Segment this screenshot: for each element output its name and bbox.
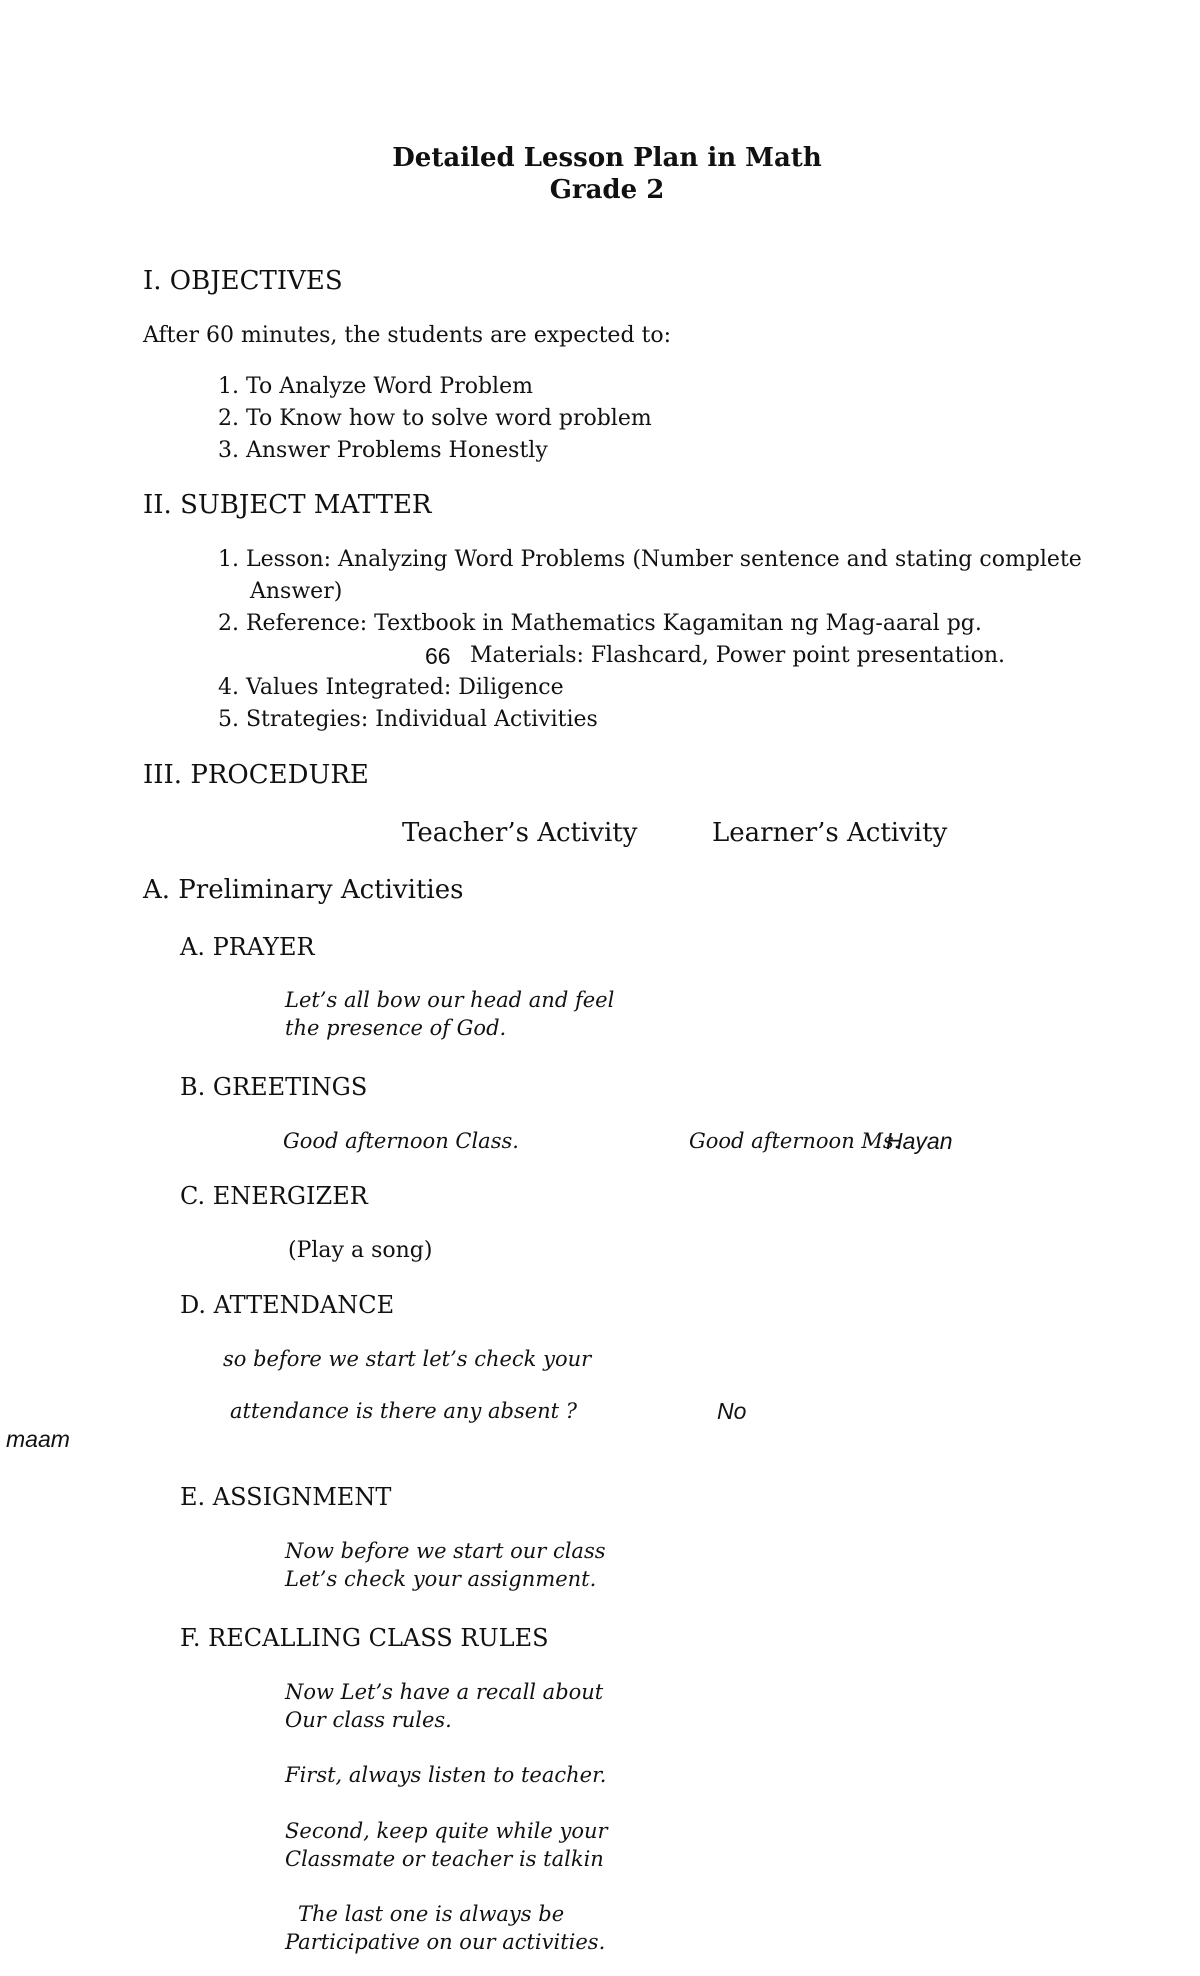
attendance-learner-cont: maam [6, 1426, 70, 1452]
greetings-learner: Good afternoon Ms. [689, 1129, 901, 1153]
document-grade: Grade 2 [549, 175, 665, 205]
class-rules-heading: F. RECALLING CLASS RULES [180, 1624, 549, 1652]
learner-activity-header: Learner’s Activity [712, 818, 948, 848]
attendance-teacher-cont: attendance is there any absent ? [230, 1399, 578, 1423]
preliminary-heading: A. Preliminary Activities [143, 875, 464, 905]
energizer-teacher: (Play a song) [288, 1238, 433, 1263]
greetings-teacher: Good afternoon Class. [283, 1129, 519, 1153]
assignment-text: Now before we start our class [285, 1539, 606, 1563]
procedure-heading: III. PROCEDURE [143, 760, 369, 790]
assignment-heading: E. ASSIGNMENT [180, 1483, 392, 1511]
objective-item: 1. To Analyze Word Problem [218, 374, 533, 399]
subject-lesson: 1. Lesson: Analyzing Word Problems (Number sentence and stating complete [218, 547, 1082, 572]
class-rules-intro: Now Let’s have a recall about [285, 1680, 604, 1704]
objective-item: 3. Answer Problems Honestly [218, 438, 548, 463]
class-rule-first: First, always listen to teacher. [285, 1763, 607, 1787]
objectives-intro: After 60 minutes, the students are expected to: [143, 323, 672, 348]
class-rule-second-cont: Classmate or teacher is talkin [285, 1847, 604, 1871]
attendance-heading: D. ATTENDANCE [180, 1291, 395, 1319]
prayer-heading: A. PRAYER [180, 933, 315, 961]
greetings-learner-name: Hayan [886, 1128, 953, 1154]
subject-matter-heading: II. SUBJECT MATTER [143, 490, 432, 520]
subject-lesson-cont: Answer) [250, 579, 343, 604]
subject-materials: Materials: Flashcard, Power point presentation. [470, 643, 1006, 668]
teacher-activity-header: Teacher’s Activity [402, 818, 638, 848]
subject-values: 4. Values Integrated: Diligence [218, 675, 564, 700]
energizer-heading: C. ENERGIZER [180, 1182, 368, 1210]
objectives-heading: I. OBJECTIVES [143, 266, 343, 296]
class-rule-last-cont: Participative on our activities. [285, 1930, 606, 1954]
attendance-teacher: so before we start let’s check your [223, 1347, 592, 1371]
subject-strategies: 5. Strategies: Individual Activities [218, 707, 598, 732]
assignment-text-cont: Let’s check your assignment. [285, 1567, 597, 1591]
attendance-learner: No [717, 1398, 747, 1424]
prayer-text-cont: the presence of God. [285, 1016, 507, 1040]
class-rules-intro-cont: Our class rules. [285, 1708, 452, 1732]
objective-item: 2. To Know how to solve word problem [218, 406, 652, 431]
subject-page-number: 66 [425, 643, 451, 669]
subject-reference: 2. Reference: Textbook in Mathematics Kagamitan ng Mag-aaral pg. [218, 611, 982, 636]
document-title: Detailed Lesson Plan in Math [392, 143, 822, 173]
class-rule-second: Second, keep quite while your [285, 1819, 608, 1843]
greetings-heading: B. GREETINGS [180, 1073, 368, 1101]
prayer-text: Let’s all bow our head and feel [285, 988, 615, 1012]
class-rule-last: The last one is always be [298, 1902, 565, 1926]
